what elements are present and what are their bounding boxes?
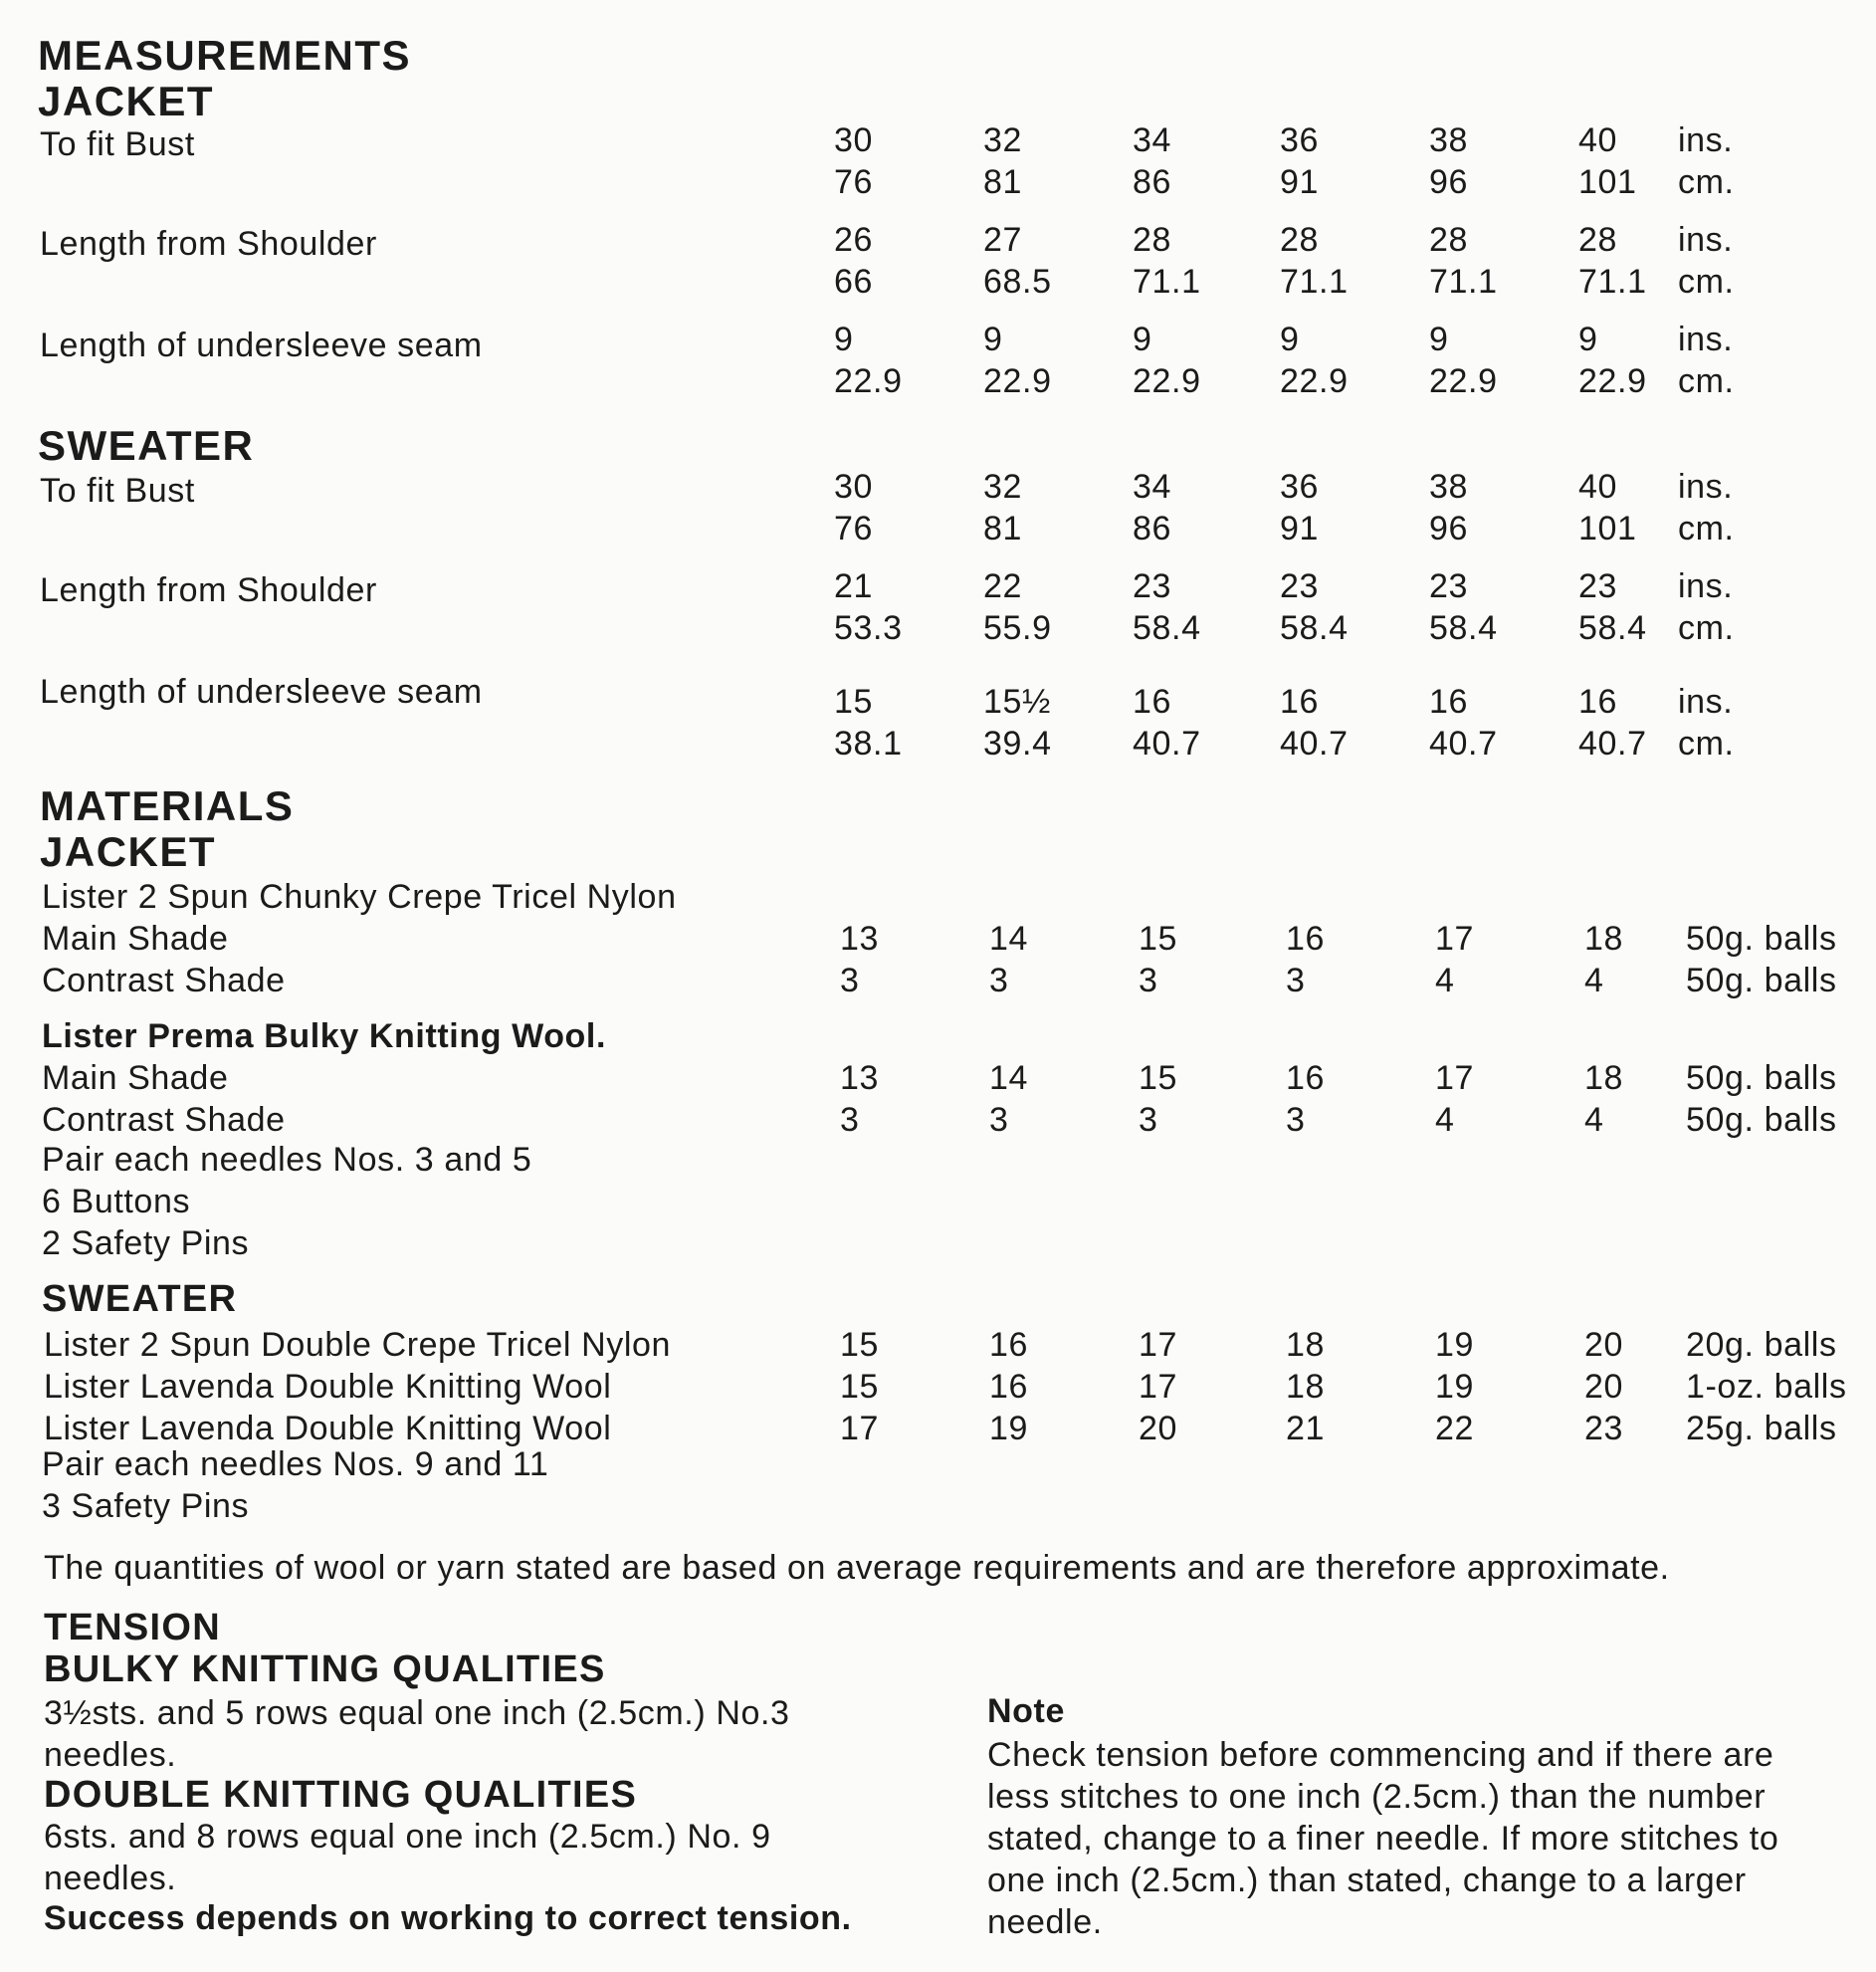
material-quantity: 17 [1435, 1059, 1475, 1097]
bulky-tension-text: 3½sts. and 5 rows equal one inch (2.5cm.) No.3 needles. [44, 1694, 790, 1774]
material-quantity: 15 [840, 1368, 880, 1406]
measurement-ins-value: 16 [1133, 683, 1172, 721]
measurement-label: Length of undersleeve seam [40, 673, 483, 711]
unit-ins-label: ins. [1678, 683, 1734, 721]
double-qualities-heading: DOUBLE KNITTING QUALITIES [44, 1774, 638, 1816]
measurement-cm-value: 22.9 [983, 362, 1052, 400]
material-quantity: 18 [1286, 1368, 1326, 1406]
unit-cm-label: cm. [1678, 725, 1735, 763]
material-quantity: 17 [1139, 1368, 1178, 1406]
measurement-cm-value: 96 [1429, 163, 1469, 201]
jacket-measurements-heading: JACKET [38, 78, 215, 124]
measurement-label: Length from Shoulder [40, 225, 377, 263]
measurement-cm-value: 22.9 [1280, 362, 1349, 400]
measurement-ins-value: 36 [1280, 121, 1320, 159]
measurement-ins-value: 9 [1133, 321, 1152, 358]
material-quantity: 20 [1584, 1368, 1624, 1406]
measurement-label: To fit Bust [40, 472, 195, 510]
material-quantity: 3 [1286, 1101, 1306, 1139]
measurement-cm-value: 86 [1133, 163, 1172, 201]
measurement-ins-value: 9 [1429, 321, 1449, 358]
measurement-ins-value: 23 [1280, 567, 1320, 605]
measurement-ins-value: 9 [983, 321, 1003, 358]
measurement-cm-value: 38.1 [834, 725, 903, 763]
unit-ins-label: ins. [1678, 468, 1734, 506]
material-unit: 20g. balls [1686, 1326, 1837, 1364]
material-quantity: 21 [1286, 1410, 1326, 1447]
material-unit: 50g. balls [1686, 1059, 1837, 1097]
material-unit: 50g. balls [1686, 920, 1837, 958]
material-quantity: 3 [840, 962, 860, 999]
measurement-cm-value: 55.9 [983, 609, 1052, 647]
material-quantity: 4 [1435, 1101, 1455, 1139]
measurement-cm-value: 71.1 [1429, 263, 1498, 301]
material-quantity: 18 [1584, 1059, 1624, 1097]
jacket-extra-pins: 2 Safety Pins [42, 1224, 250, 1262]
measurement-cm-value: 91 [1280, 163, 1320, 201]
material-quantity: 17 [840, 1410, 880, 1447]
measurement-cm-value: 22.9 [1133, 362, 1201, 400]
measurement-ins-value: 28 [1429, 221, 1469, 259]
material-quantity: 13 [840, 920, 880, 958]
sweater-extra-pins: 3 Safety Pins [42, 1487, 250, 1525]
measurement-cm-value: 101 [1578, 510, 1637, 548]
material-quantity: 16 [989, 1368, 1029, 1406]
measurement-cm-value: 58.4 [1280, 609, 1349, 647]
measurement-ins-value: 16 [1280, 683, 1320, 721]
measurement-ins-value: 27 [983, 221, 1023, 259]
measurement-cm-value: 40.7 [1280, 725, 1349, 763]
measurement-cm-value: 86 [1133, 510, 1172, 548]
measurement-ins-value: 38 [1429, 121, 1469, 159]
material-row-label: Contrast Shade [42, 962, 286, 999]
measurement-ins-value: 23 [1133, 567, 1172, 605]
measurement-cm-value: 91 [1280, 510, 1320, 548]
material-quantity: 4 [1435, 962, 1455, 999]
measurement-label: Length of undersleeve seam [40, 327, 483, 364]
measurement-label: To fit Bust [40, 125, 195, 163]
success-text: Success depends on working to correct tension. [44, 1899, 852, 1937]
measurement-ins-value: 30 [834, 468, 874, 506]
measurement-cm-value: 22.9 [834, 362, 903, 400]
jacket-extra-needles: Pair each needles Nos. 3 and 5 [42, 1141, 532, 1179]
measurement-cm-value: 76 [834, 510, 874, 548]
sweater-measurements-heading: SWEATER [38, 422, 255, 469]
unit-cm-label: cm. [1678, 362, 1735, 400]
measurement-ins-value: 40 [1578, 121, 1618, 159]
material-quantity: 3 [1286, 962, 1306, 999]
measurement-cm-value: 58.4 [1578, 609, 1647, 647]
quantities-note: The quantities of wool or yarn stated are based on average requirements and are therefore approximate. [44, 1549, 1670, 1587]
measurement-ins-value: 23 [1429, 567, 1469, 605]
measurement-ins-value: 40 [1578, 468, 1618, 506]
material-quantity: 17 [1435, 920, 1475, 958]
measurement-ins-value: 15½ [983, 683, 1051, 721]
measurement-cm-value: 68.5 [983, 263, 1052, 301]
material-quantity: 15 [1139, 1059, 1178, 1097]
unit-ins-label: ins. [1678, 221, 1734, 259]
material-quantity: 20 [1139, 1410, 1178, 1447]
measurement-cm-value: 40.7 [1578, 725, 1647, 763]
unit-cm-label: cm. [1678, 510, 1735, 548]
measurement-cm-value: 39.4 [983, 725, 1052, 763]
materials-sweater-heading: SWEATER [42, 1278, 238, 1320]
measurement-label: Length from Shoulder [40, 571, 377, 609]
material-quantity: 22 [1435, 1410, 1475, 1447]
material-row-label: Lister Lavenda Double Knitting Wool [44, 1368, 612, 1406]
material-quantity: 3 [1139, 1101, 1158, 1139]
measurement-ins-value: 32 [983, 121, 1023, 159]
unit-ins-label: ins. [1678, 121, 1734, 159]
unit-ins-label: ins. [1678, 567, 1734, 605]
material-quantity: 15 [1139, 920, 1178, 958]
measurement-ins-value: 34 [1133, 121, 1172, 159]
measurement-cm-value: 22.9 [1578, 362, 1647, 400]
material-quantity: 19 [989, 1410, 1029, 1447]
unit-cm-label: cm. [1678, 263, 1735, 301]
measurement-ins-value: 9 [1280, 321, 1300, 358]
measurement-cm-value: 81 [983, 510, 1023, 548]
material-quantity: 15 [840, 1326, 880, 1364]
material-row-label: Main Shade [42, 1059, 229, 1097]
measurement-ins-value: 26 [834, 221, 874, 259]
measurement-cm-value: 71.1 [1578, 263, 1647, 301]
material-quantity: 3 [840, 1101, 860, 1139]
material-quantity: 16 [1286, 920, 1326, 958]
measurement-ins-value: 16 [1429, 683, 1469, 721]
material-quantity: 14 [989, 1059, 1029, 1097]
material-quantity: 20 [1584, 1326, 1624, 1364]
measurement-ins-value: 16 [1578, 683, 1618, 721]
material-quantity: 18 [1584, 920, 1624, 958]
material-unit: 50g. balls [1686, 962, 1837, 999]
material-unit: 50g. balls [1686, 1101, 1837, 1139]
measurement-ins-value: 34 [1133, 468, 1172, 506]
measurement-ins-value: 30 [834, 121, 874, 159]
materials-heading: MATERIALS [40, 782, 295, 829]
jacket-yarn2-title: Lister Prema Bulky Knitting Wool. [42, 1017, 607, 1055]
measurement-cm-value: 40.7 [1133, 725, 1201, 763]
measurement-ins-value: 28 [1578, 221, 1618, 259]
note-title: Note [987, 1692, 1065, 1730]
material-quantity: 19 [1435, 1368, 1475, 1406]
material-quantity: 23 [1584, 1410, 1624, 1447]
measurement-cm-value: 40.7 [1429, 725, 1498, 763]
measurement-ins-value: 36 [1280, 468, 1320, 506]
measurement-cm-value: 71.1 [1133, 263, 1201, 301]
measurement-cm-value: 58.4 [1133, 609, 1201, 647]
material-quantity: 4 [1584, 962, 1604, 999]
double-tension-text: 6sts. and 8 rows equal one inch (2.5cm.) No. 9 needles. [44, 1818, 771, 1897]
bulky-qualities-heading: BULKY KNITTING QUALITIES [44, 1648, 606, 1690]
measurement-ins-value: 23 [1578, 567, 1618, 605]
material-row-label: Main Shade [42, 920, 229, 958]
material-quantity: 14 [989, 920, 1029, 958]
note-text: Check tension before commencing and if there are less stitches to one inch (2.5cm.) than the number stated, change to a finer needle. If more stitches to one inch (2.5cm.) than stated, change to a larger needle. [987, 1736, 1779, 1941]
measurement-cm-value: 81 [983, 163, 1023, 201]
measurement-ins-value: 15 [834, 683, 874, 721]
unit-ins-label: ins. [1678, 321, 1734, 358]
jacket-yarn1-title: Lister 2 Spun Chunky Crepe Tricel Nylon [42, 878, 677, 916]
measurement-ins-value: 22 [983, 567, 1023, 605]
measurement-cm-value: 22.9 [1429, 362, 1498, 400]
material-quantity: 16 [989, 1326, 1029, 1364]
measurement-cm-value: 76 [834, 163, 874, 201]
material-unit: 1-oz. balls [1686, 1368, 1847, 1406]
material-quantity: 4 [1584, 1101, 1604, 1139]
materials-jacket-heading: JACKET [40, 828, 217, 875]
measurement-cm-value: 58.4 [1429, 609, 1498, 647]
tension-heading: TENSION [44, 1607, 222, 1648]
material-quantity: 3 [989, 962, 1009, 999]
material-quantity: 18 [1286, 1326, 1326, 1364]
material-quantity: 16 [1286, 1059, 1326, 1097]
material-quantity: 17 [1139, 1326, 1178, 1364]
material-quantity: 3 [1139, 962, 1158, 999]
measurement-cm-value: 66 [834, 263, 874, 301]
unit-cm-label: cm. [1678, 163, 1735, 201]
measurement-cm-value: 71.1 [1280, 263, 1349, 301]
material-row-label: Contrast Shade [42, 1101, 286, 1139]
material-quantity: 13 [840, 1059, 880, 1097]
material-unit: 25g. balls [1686, 1410, 1837, 1447]
measurement-cm-value: 101 [1578, 163, 1637, 201]
jacket-extra-buttons: 6 Buttons [42, 1183, 191, 1220]
measurements-heading: MEASUREMENTS [38, 32, 412, 79]
measurement-ins-value: 38 [1429, 468, 1469, 506]
material-quantity: 3 [989, 1101, 1009, 1139]
measurement-ins-value: 21 [834, 567, 874, 605]
material-quantity: 19 [1435, 1326, 1475, 1364]
measurement-ins-value: 9 [1578, 321, 1598, 358]
unit-cm-label: cm. [1678, 609, 1735, 647]
measurement-cm-value: 96 [1429, 510, 1469, 548]
measurement-ins-value: 32 [983, 468, 1023, 506]
measurement-cm-value: 53.3 [834, 609, 903, 647]
measurement-ins-value: 28 [1133, 221, 1172, 259]
material-row-label: Lister 2 Spun Double Crepe Tricel Nylon [44, 1326, 672, 1364]
material-row-label: Lister Lavenda Double Knitting Wool [44, 1410, 612, 1447]
measurement-ins-value: 9 [834, 321, 854, 358]
sweater-extra-needles: Pair each needles Nos. 9 and 11 [42, 1445, 549, 1483]
measurement-ins-value: 28 [1280, 221, 1320, 259]
